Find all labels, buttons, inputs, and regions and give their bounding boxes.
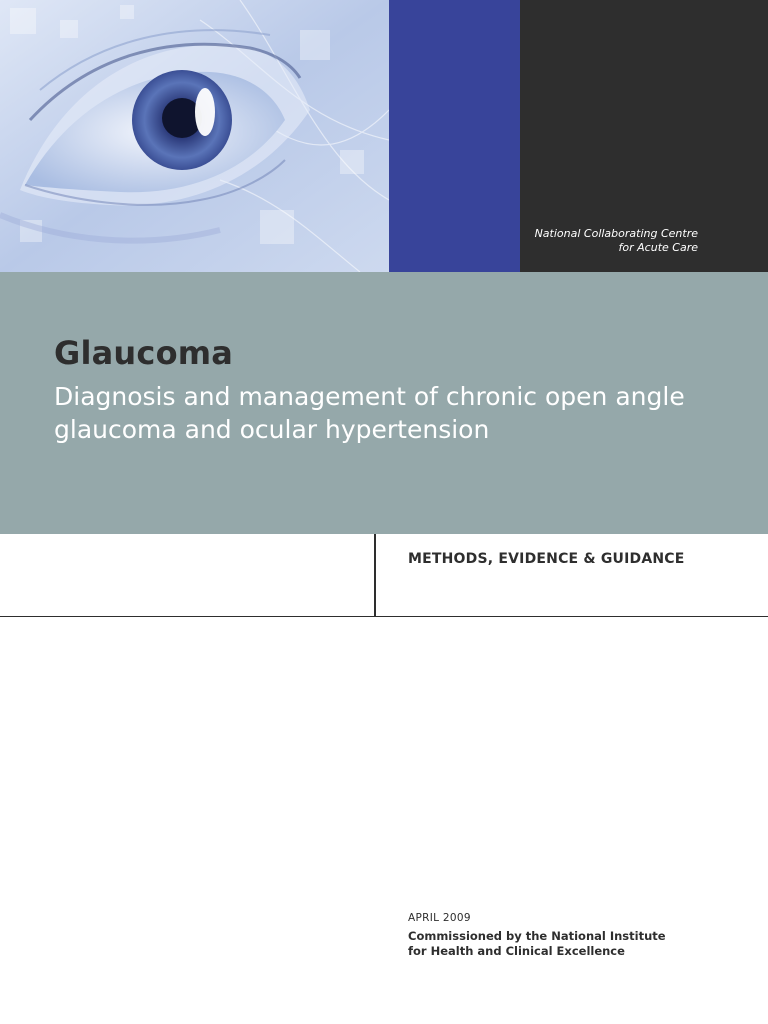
dark-color-panel bbox=[520, 0, 768, 272]
blue-color-panel bbox=[389, 0, 520, 272]
document-type-label: METHODS, EVIDENCE & GUIDANCE bbox=[408, 551, 685, 567]
commission-statement bbox=[408, 929, 666, 958]
organization-line-1: National Collaborating Centre bbox=[534, 227, 698, 240]
organization-line-2: for Acute Care bbox=[618, 241, 698, 254]
document-title: Glaucoma bbox=[54, 334, 234, 372]
document-subtitle: Diagnosis and management of chronic open angle glaucoma and ocular hypertension bbox=[54, 382, 685, 444]
vertical-divider bbox=[374, 534, 376, 617]
commission-line-1: Commissioned by the National Institute bbox=[408, 929, 666, 943]
horizontal-divider bbox=[0, 616, 768, 617]
publication-date: APRIL 2009 bbox=[408, 912, 471, 924]
organization-name bbox=[535, 227, 698, 255]
commission-line-2: for Health and Clinical Excellence bbox=[408, 943, 625, 958]
title-band bbox=[0, 272, 768, 534]
eye-photo bbox=[0, 0, 389, 272]
cover-header bbox=[0, 0, 768, 272]
